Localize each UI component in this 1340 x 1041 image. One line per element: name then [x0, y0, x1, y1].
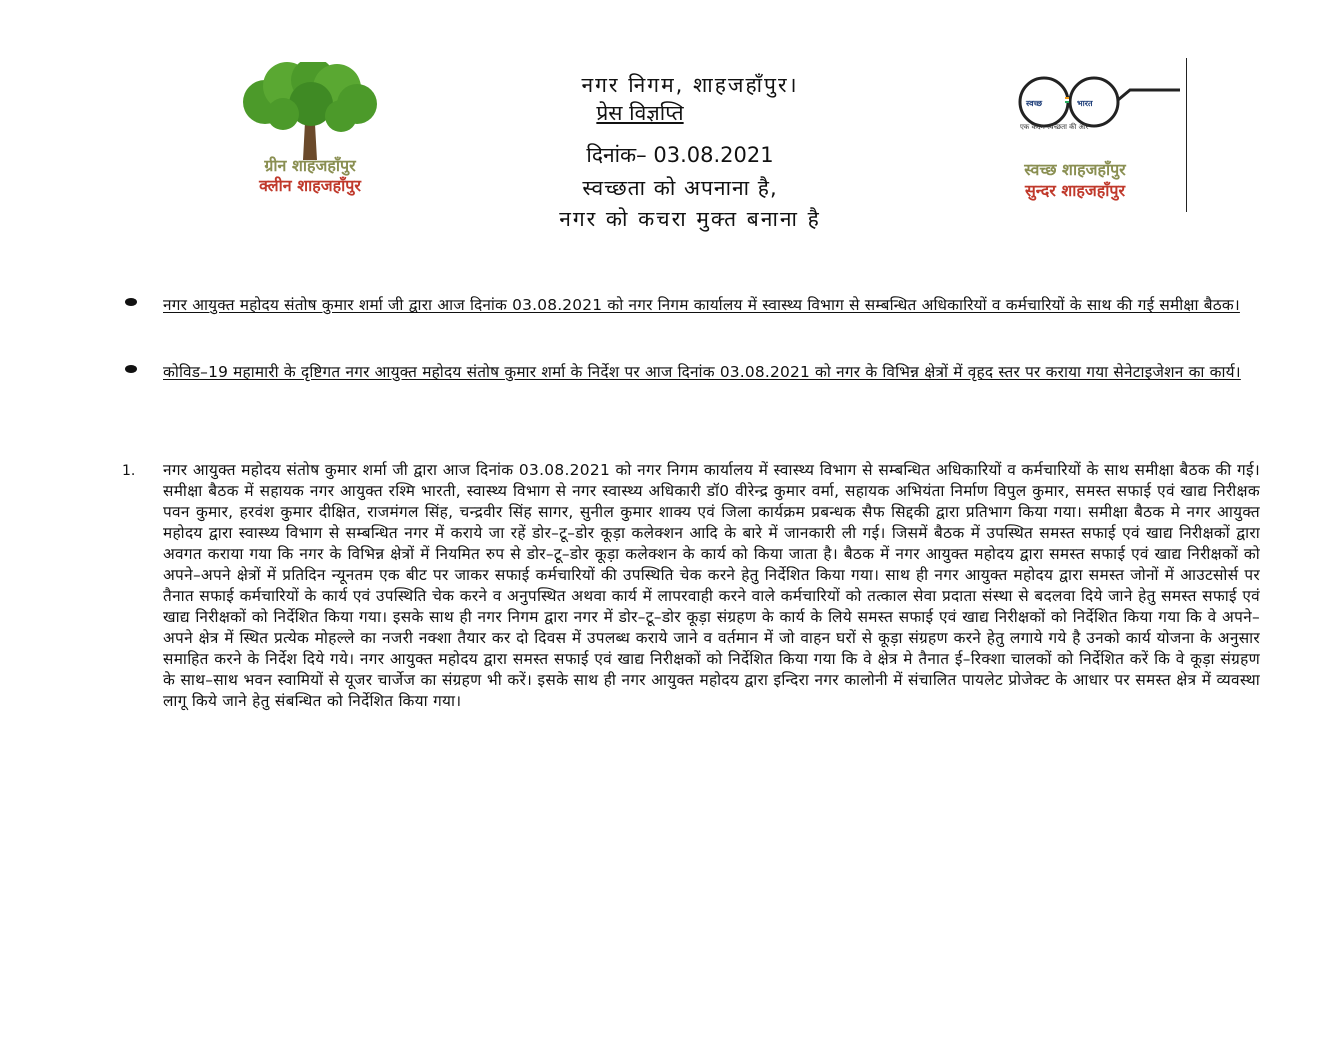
press-release-title [540, 100, 740, 126]
bullet-item [120, 295, 1260, 315]
logo-left-line2: क्लीन शाहजहाँपुर [259, 176, 361, 195]
paragraph-body: नगर आयुक्त महोदय संतोष कुमार शर्मा जी द्वारा आज दिनांक 03.08.2021 को नगर निगम कार्यालय में स्वास्थ्य विभाग से सम्बन्धित अधिकारियों व कर्मचारियों के साथ समीक्षा बैठक की गई। समीक्षा बैठक में सहायक नगर आयुक्त रश्मि भारती, स्वास्थ्य विभाग से नगर स्वास्थ्य अधिकारी डॉ0 वीरेन्द्र कुमार वर्मा, सहायक अभियंता निर्माण विपुल कुमार, समस्त सफाई एवं खाद्य निरीक्षक पवन कुमार, हरवंश कुमार दीक्षित, राजमंगल सिंह, चन्द्रवीर सिंह सागर, सुनील कुमार शाक्य एवं जिला कार्यक्रम प्रबन्धक सैफ सिद्दकी द्वारा प्रतिभाग किया गया। समीक्षा बैठक मे नगर आयुक्त महोदय द्वारा स्वास्थ्य विभाग से सम्बन्धित नगर में कराये जा रहें डोर–टू–डोर कूड़ा कलेक्शन आदि के बारे में जानकारी ली गई। जिसमें बैठक में उपस्थित समस्त सफाई एवं खाद्य निरीक्षकों द्वारा अवगत कराया गया कि नगर के विभिन्न क्षेत्रों में नियमित रुप से डोर–टू–डोर कूड़ा कलेक्शन के कार्य को किया जाता है। बैठक में नगर आयुक्त महोदय द्वारा समस्त सफाई एवं खाद्य निरीक्षकों को अपने–अपने क्षेत्रों में प्रतिदिन न्यूनतम एक बीट पर जाकर सफाई कर्मचारियों की उपस्थिति चेक करने हेतु निर्देशित किया गया। साथ ही नगर आयुक्त महोदय द्वारा समस्त जोनों में आउटसोर्स पर तैनात सफाई कर्मचारियों के कार्य एवं उपस्थिति चेक करने व अनुपस्थित अथवा कार्य में लापरवाही करने वाले कर्मचारियों को तत्काल सेवा प्रदाता संस्था से बदलवा दिये जाने हेतु समस्त सफाई एवं खाद्य निरीक्षकों को निर्देशित किया गया। इसके साथ ही नगर निगम द्वारा नगर में डोर–टू–डोर कूड़ा संग्रहण के कार्य के लिये समस्त सफाई एवं खाद्य निरीक्षकों को निर्देशित किया गया कि वे अपने–अपने क्षेत्र में स्थित प्रत्येक मोहल्ले का नजरी नक्शा तैयार कर दो दिवस में उपलब्ध कराये जाने व वर्तमान में जो वाहन घरों से कूड़ा संग्रहण करने हेतु लगाये गये है उनको कार्य योजना के अनुसार समाहित करने के निर्देश दिये गये। नगर आयुक्त महोदय द्वारा समस्त सफाई एवं खाद्य निरीक्षकों को निर्देशित किया गया कि वे क्षेत्र मे तैनात ई–रिक्शा चालकों को निर्देशित करें कि वे कूड़ा संग्रहण के साथ–साथ भवन स्वामियों से यूजर चार्जेज का संग्रहण भी करें। इसके साथ ही नगर आयुक्त महोदय द्वारा इन्दिरा नगर कालोनी में संचालित पायलेट प्रोजेक्ट के आधार पर समस्त क्षेत्र में व्यवस्था लागू किये जाने हेतु संबन्धित को निर्देशित किया गया। [163, 461, 1260, 710]
bullet-item [120, 362, 1260, 382]
emblem-tagline: एक कदम स्वच्छता की ओर [1020, 123, 1089, 131]
org-title: नगर निगम, शाहजहाँपुर। [581, 73, 799, 97]
slogan-line-1: स्वच्छता को अपनाना है, [582, 176, 778, 200]
emblem-right-text: भारत [1077, 99, 1093, 108]
bullet-text: कोविड–19 महामारी के दृष्टिगत नगर आयुक्त महोदय संतोष कुमार शर्मा के निर्देश पर आज दिनांक 03.08.2021 को नगर के विभिन्न क्षेत्रों में वृहद स्तर पर कराया गया सेनेटाइजेशन का कार्य। [163, 363, 1241, 381]
logo-left-line1: ग्रीन शाहजहाँपुर [264, 156, 356, 175]
date-line: दिनांक– 03.08.2021 [586, 143, 774, 167]
swachh-bharat-logo [1010, 68, 1190, 218]
bullet-dot-icon [125, 298, 137, 306]
tree-icon [225, 62, 395, 162]
green-shahjahanpur-logo [210, 62, 410, 212]
vertical-divider [1186, 58, 1187, 212]
press-release-label: प्रेस विज्ञप्ति [596, 101, 684, 125]
emblem-left-text: स्वच्छ [1026, 99, 1043, 108]
bullet-text: नगर आयुक्त महोदय संतोष कुमार शर्मा जी द्वारा आज दिनांक 03.08.2021 को नगर निगम कार्यालय में स्वास्थ्य विभाग से सम्बन्धित अधिकारियों व कर्मचारियों के साथ की गई समीक्षा बैठक। [163, 296, 1240, 314]
bullet-dot-icon [125, 365, 137, 373]
logo-right-line2: सुन्दर शाहजहाँपुर [1024, 181, 1126, 200]
logo-right-line1: स्वच्छ शाहजहाँपुर [1024, 160, 1126, 179]
paragraph-number: 1. [122, 463, 136, 479]
slogan-line-2: नगर को कचरा मुक्त बनाना है [559, 207, 821, 231]
